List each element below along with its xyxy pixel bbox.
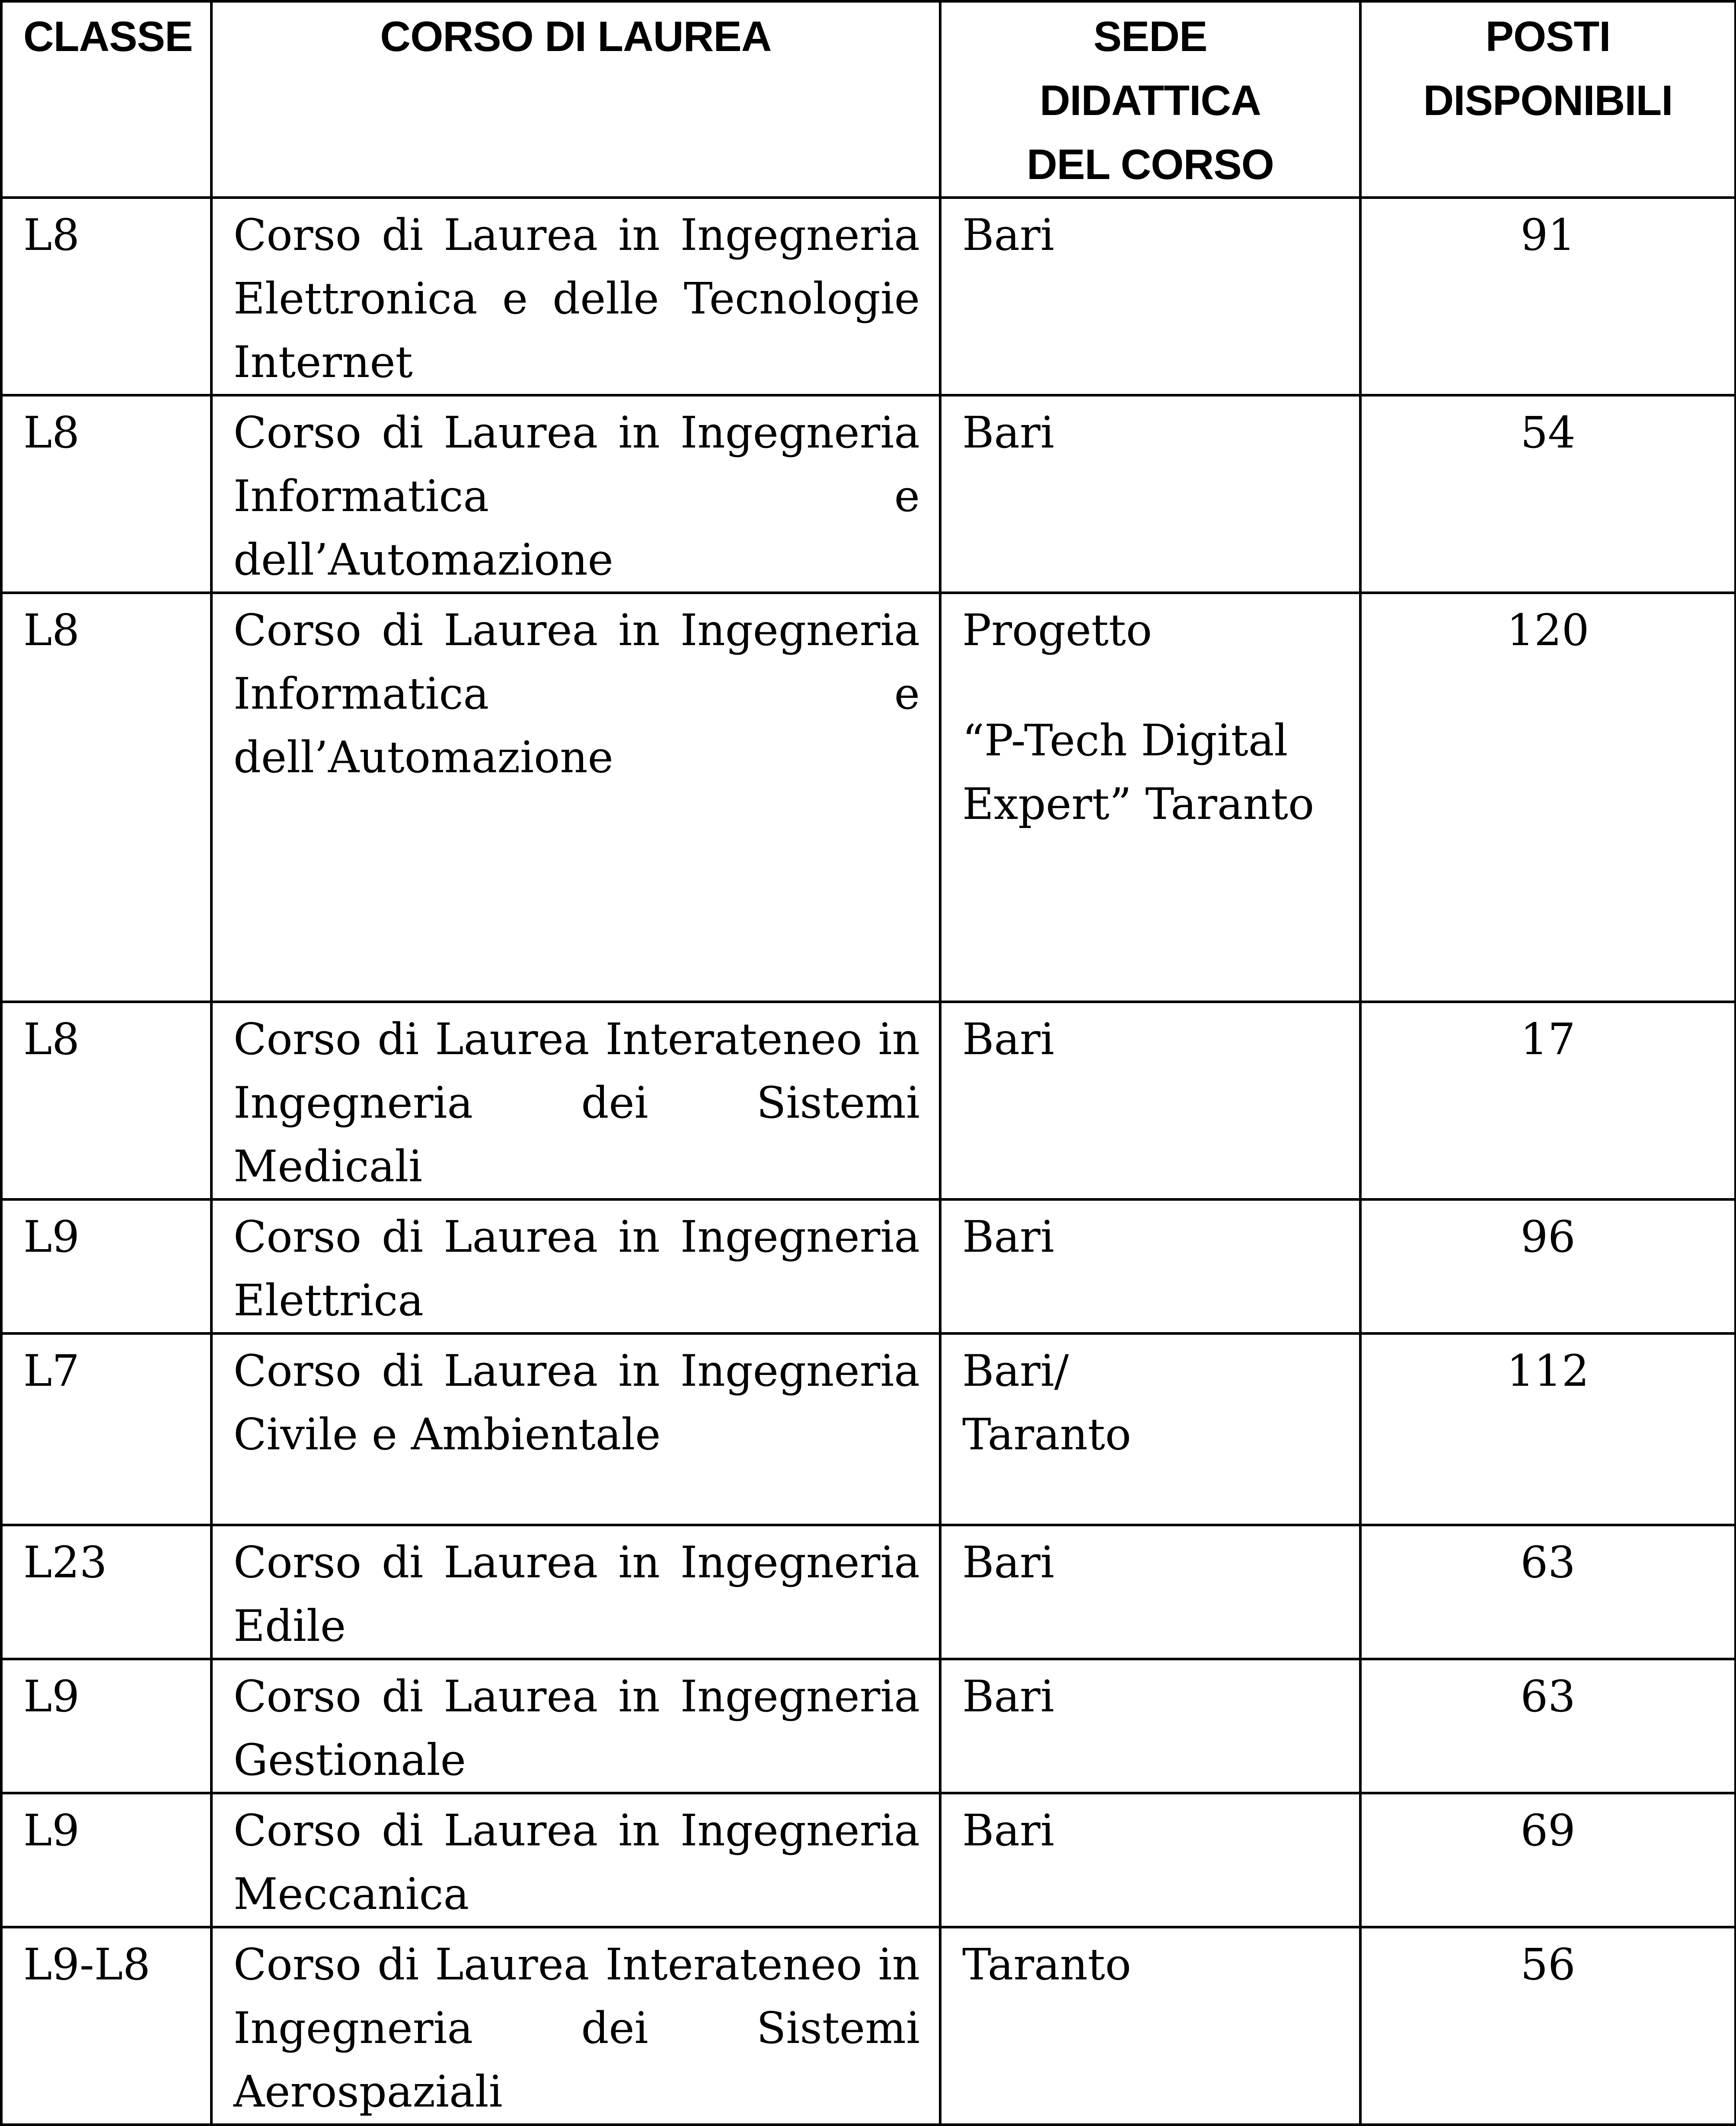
sede-line: Bari: [962, 1014, 1054, 1065]
cell-classe: L9: [1, 1199, 211, 1333]
cell-corso: Corso di Laurea Interateneo in Ingegneria dei Sistemi Medicali: [211, 1002, 940, 1199]
sede-line: Bari: [962, 210, 1054, 260]
cell-posti: 91: [1360, 198, 1736, 395]
cell-sede: [940, 1927, 1360, 2125]
cell-classe: L7: [1, 1333, 211, 1525]
cell-sede: [940, 1659, 1360, 1793]
cell-classe: L9: [1, 1659, 211, 1793]
cell-sede: [940, 1525, 1360, 1659]
cell-sede: [940, 395, 1360, 593]
table-row: [1, 1525, 1736, 1659]
table-row: [1, 1793, 1736, 1927]
cell-corso: Corso di Laurea in Ingegneria Informatica e dell’Automazione: [211, 395, 940, 593]
table-row: [1, 1199, 1736, 1333]
sede-line: Bari: [962, 1671, 1054, 1722]
cell-posti: 69: [1360, 1793, 1736, 1927]
cell-sede: [940, 1199, 1360, 1333]
cell-classe: L8: [1, 198, 211, 395]
cell-sede: [940, 198, 1360, 395]
sede-line: Bari/ Taranto: [962, 1346, 1131, 1460]
cell-corso: Corso di Laurea in Ingegneria Civile e Ambientale: [211, 1333, 940, 1525]
sede-line: Taranto: [962, 1939, 1131, 1990]
table-row: [1, 1002, 1736, 1199]
table-row: [1, 198, 1736, 395]
header-corso: CORSO DI LAUREA: [211, 1, 940, 198]
table-row: [1, 593, 1736, 1002]
header-sede: SEDE DIDATTICA DEL CORSO: [940, 1, 1360, 198]
table-row: [1, 395, 1736, 593]
sede-line: Bari: [962, 1537, 1054, 1588]
cell-corso: Corso di Laurea in Ingegneria Edile: [211, 1525, 940, 1659]
table-row: [1, 1333, 1736, 1525]
cell-posti: 63: [1360, 1525, 1736, 1659]
sede-line: Bari: [962, 1212, 1054, 1262]
cell-posti: 63: [1360, 1659, 1736, 1793]
cell-sede: [940, 1002, 1360, 1199]
cell-posti: 120: [1360, 593, 1736, 1002]
cell-corso: Corso di Laurea in Ingegneria Gestionale: [211, 1659, 940, 1793]
cell-sede: [940, 593, 1360, 1002]
cell-corso: Corso di Laurea in Ingegneria Elettronica e delle Tecnologie Internet: [211, 198, 940, 395]
cell-posti: 112: [1360, 1333, 1736, 1525]
sede-line: Progetto: [962, 605, 1152, 655]
cell-sede: [940, 1793, 1360, 1927]
cell-posti: 54: [1360, 395, 1736, 593]
cell-posti: 17: [1360, 1002, 1736, 1199]
cell-posti: 96: [1360, 1199, 1736, 1333]
cell-posti: 56: [1360, 1927, 1736, 2125]
table-row: [1, 1927, 1736, 2125]
sede-line: Bari: [962, 1805, 1054, 1856]
cell-classe: L23: [1, 1525, 211, 1659]
cell-classe: L9: [1, 1793, 211, 1927]
cell-corso: Corso di Laurea Interateneo in Ingegneria dei Sistemi Aerospaziali: [211, 1927, 940, 2125]
sede-line: Bari: [962, 407, 1054, 458]
cell-classe: L8: [1, 593, 211, 1002]
cell-corso: Corso di Laurea in Ingegneria Elettrica: [211, 1199, 940, 1333]
cell-sede: [940, 1333, 1360, 1525]
sede-line: “P-Tech Digital Expert” Taranto: [962, 715, 1315, 829]
header-posti: POSTI DISPONIBILI: [1360, 1, 1736, 198]
cell-corso: Corso di Laurea in Ingegneria Meccanica: [211, 1793, 940, 1927]
table-row: [1, 1659, 1736, 1793]
cell-classe: L8: [1, 1002, 211, 1199]
cell-classe: L9-L8: [1, 1927, 211, 2125]
header-row: [1, 1, 1736, 198]
header-classe: CLASSE: [1, 1, 211, 198]
cell-classe: L8: [1, 395, 211, 593]
cell-corso: Corso di Laurea in Ingegneria Informatica e dell’Automazione: [211, 593, 940, 1002]
